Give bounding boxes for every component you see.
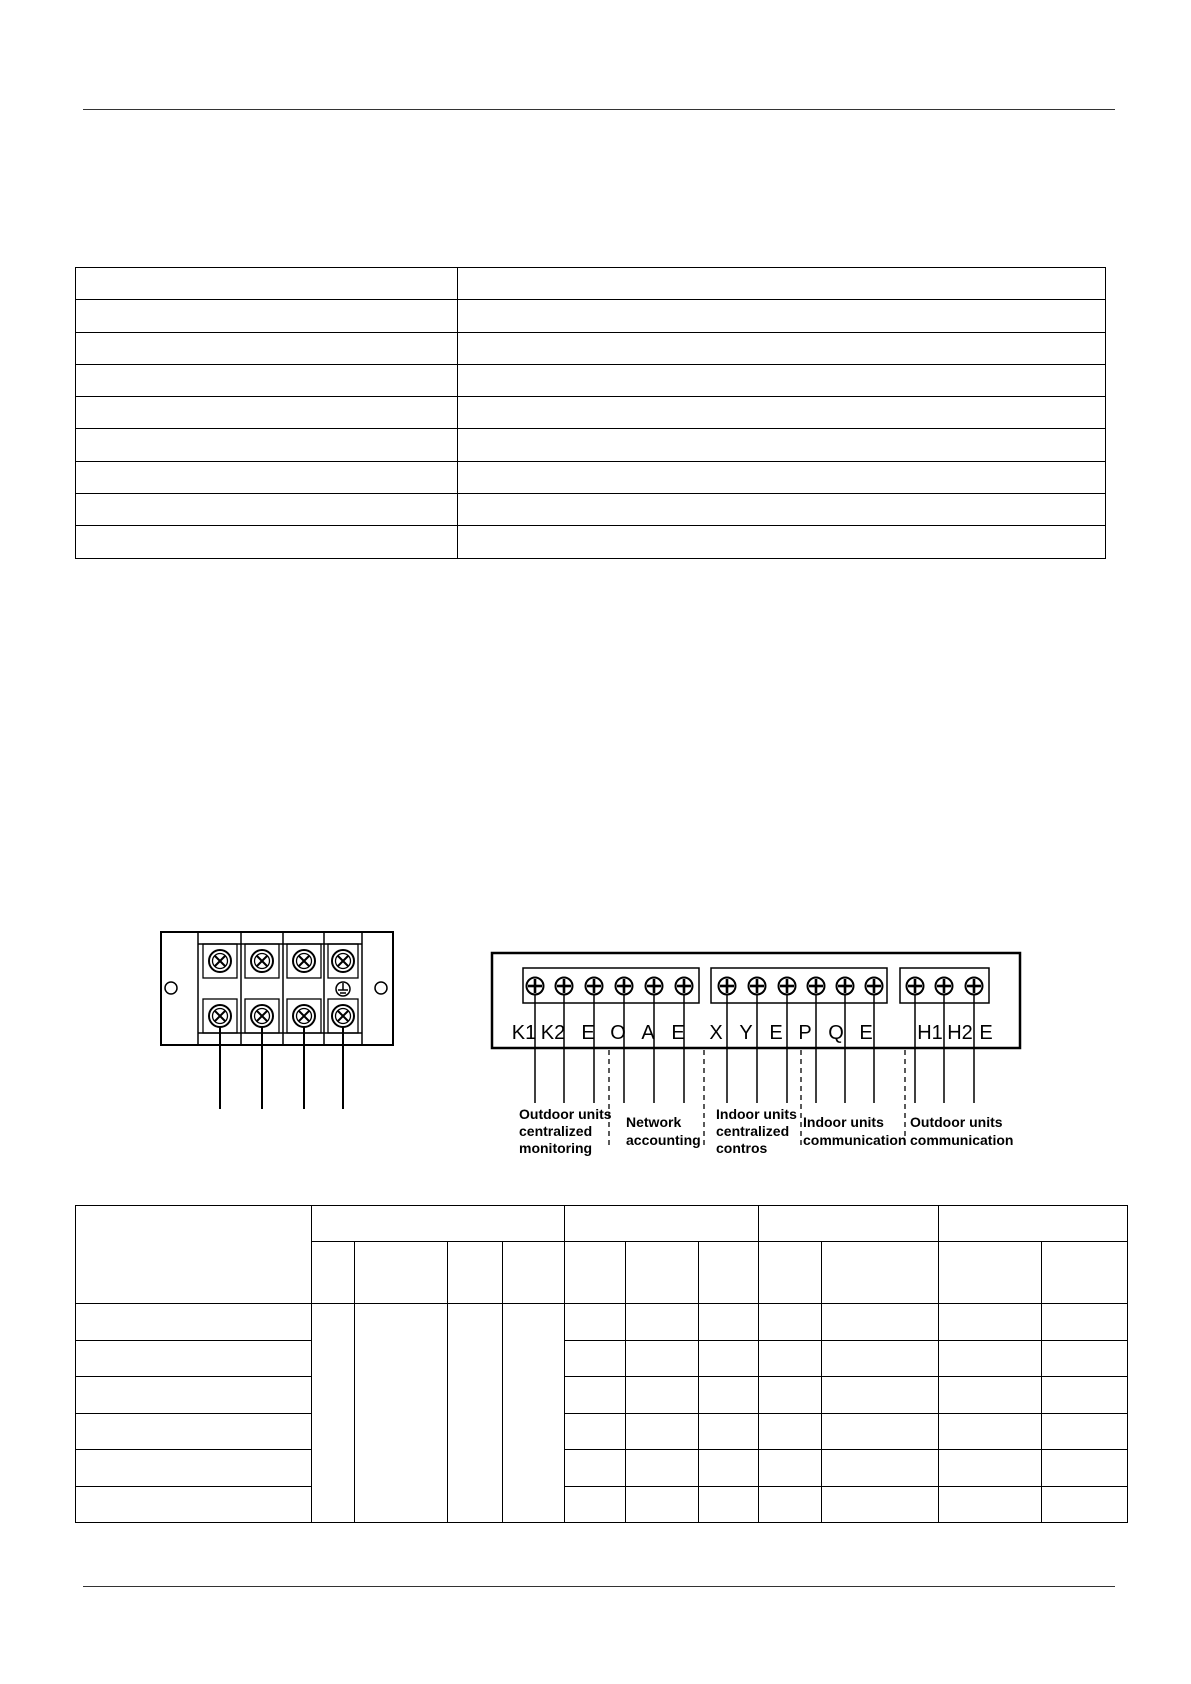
table-cell xyxy=(939,1340,1042,1377)
screw-icon xyxy=(293,1005,315,1027)
table-header-cell xyxy=(312,1242,355,1304)
table-cell xyxy=(822,1450,939,1487)
terminal-label: A xyxy=(641,1022,655,1044)
terminal-strip xyxy=(711,968,887,1003)
table-header-cell xyxy=(76,1206,312,1304)
table-cell xyxy=(76,1413,312,1450)
table-cell xyxy=(759,1450,822,1487)
terminal-label: E xyxy=(671,1022,685,1044)
table-cell xyxy=(626,1340,699,1377)
screw-icon xyxy=(936,978,953,995)
table-row xyxy=(76,1304,1128,1341)
table-cell xyxy=(565,1377,626,1414)
group-label-indoor-communication: Indoor units communication xyxy=(803,1114,907,1148)
table-cell xyxy=(939,1486,1042,1523)
terminal-strip xyxy=(523,968,699,1003)
terminal-label: E xyxy=(769,1022,783,1044)
table-header-cell xyxy=(939,1242,1042,1304)
terminal-label: H2 xyxy=(947,1022,973,1044)
table-cell xyxy=(1042,1450,1128,1487)
table-header-cell xyxy=(939,1206,1128,1242)
spec-table-bottom xyxy=(75,1205,1128,1523)
table-header-cell xyxy=(565,1242,626,1304)
screw-icon xyxy=(293,950,315,972)
table-cell xyxy=(759,1413,822,1450)
table-header-cell xyxy=(565,1206,759,1242)
table-cell xyxy=(822,1304,939,1341)
screw-icon xyxy=(251,1005,273,1027)
table-cell xyxy=(699,1377,759,1414)
table-row xyxy=(76,1340,1128,1377)
table-cell xyxy=(699,1450,759,1487)
screw-icon xyxy=(837,978,854,995)
screw-icon xyxy=(779,978,796,995)
table-cell xyxy=(626,1377,699,1414)
mount-hole-icon xyxy=(165,982,177,994)
screw-icon xyxy=(646,978,663,995)
screw-icon xyxy=(866,978,883,995)
table-cell xyxy=(565,1304,626,1341)
table-cell xyxy=(759,1304,822,1341)
table-cell xyxy=(939,1377,1042,1414)
screw-icon xyxy=(209,1005,231,1027)
table-cell xyxy=(626,1304,699,1341)
table-cell xyxy=(1042,1340,1128,1377)
table-cell xyxy=(759,1377,822,1414)
table-header-cell xyxy=(448,1242,503,1304)
table-cell xyxy=(699,1486,759,1523)
table-row xyxy=(76,1413,1128,1450)
table-header-row xyxy=(76,1206,1128,1242)
terminal-label: E xyxy=(979,1022,993,1044)
terminal-label: E xyxy=(581,1022,595,1044)
table-header-cell xyxy=(312,1206,565,1242)
table-cell xyxy=(822,1413,939,1450)
screw-icon xyxy=(527,978,544,995)
table-cell xyxy=(1042,1486,1128,1523)
table-cell xyxy=(699,1340,759,1377)
table-cell xyxy=(76,1450,312,1487)
screw-icon xyxy=(966,978,983,995)
table-cell xyxy=(699,1413,759,1450)
table-row xyxy=(76,1450,1128,1487)
table-cell xyxy=(76,1486,312,1523)
table-header-cell xyxy=(822,1242,939,1304)
screw-icon xyxy=(808,978,825,995)
terminal-label: Q xyxy=(828,1022,844,1044)
table-cell xyxy=(699,1304,759,1341)
table-cell xyxy=(565,1340,626,1377)
table-header-cell xyxy=(626,1242,699,1304)
terminal-label: K2 xyxy=(540,1022,566,1044)
table-cell xyxy=(503,1304,565,1523)
screw-icon xyxy=(209,950,231,972)
screw-icon xyxy=(332,1005,354,1027)
screw-icon xyxy=(251,950,273,972)
terminal-label: H1 xyxy=(917,1022,943,1044)
table-header-cell xyxy=(355,1242,448,1304)
table-cell xyxy=(565,1486,626,1523)
table-header-cell xyxy=(503,1242,565,1304)
table-cell xyxy=(312,1304,355,1523)
screw-icon xyxy=(556,978,573,995)
table-cell xyxy=(626,1413,699,1450)
group-label-outdoor-monitoring: Outdoor units centralized monitoring xyxy=(519,1106,612,1156)
table-header-cell xyxy=(759,1206,939,1242)
footer-rule xyxy=(83,1586,1115,1587)
table-cell xyxy=(1042,1304,1128,1341)
table-cell xyxy=(759,1340,822,1377)
terminal-label: X xyxy=(709,1022,723,1044)
terminal-label: P xyxy=(798,1022,812,1044)
table-cell xyxy=(448,1304,503,1523)
table-cell xyxy=(565,1450,626,1487)
table-header-cell xyxy=(759,1242,822,1304)
table-cell xyxy=(1042,1413,1128,1450)
table-cell xyxy=(939,1450,1042,1487)
terminal-label: Y xyxy=(739,1022,753,1044)
terminal-label: E xyxy=(859,1022,873,1044)
screw-icon xyxy=(676,978,693,995)
table-cell xyxy=(626,1486,699,1523)
comm-terminal-block xyxy=(492,953,1020,1156)
table-header-cell xyxy=(699,1242,759,1304)
table-cell xyxy=(355,1304,448,1523)
ground-icon xyxy=(336,982,350,996)
power-terminal-block xyxy=(161,932,393,1109)
table-cell xyxy=(822,1340,939,1377)
group-label-network-accounting: Network accounting xyxy=(626,1114,701,1148)
terminal-label: O xyxy=(610,1022,626,1044)
table-row xyxy=(76,1377,1128,1414)
table-row xyxy=(76,1486,1128,1523)
table-cell xyxy=(76,1377,312,1414)
screw-icon xyxy=(719,978,736,995)
table-cell xyxy=(822,1486,939,1523)
table-cell xyxy=(939,1413,1042,1450)
table-cell xyxy=(76,1304,312,1341)
screw-icon xyxy=(586,978,603,995)
table-cell xyxy=(626,1450,699,1487)
table-cell xyxy=(822,1377,939,1414)
table-cell xyxy=(939,1304,1042,1341)
screw-icon xyxy=(332,950,354,972)
table-header-cell xyxy=(1042,1242,1128,1304)
mount-hole-icon xyxy=(375,982,387,994)
group-label-indoor-centralized: Indoor units centralized contros xyxy=(716,1106,797,1156)
table-cell xyxy=(76,1340,312,1377)
table-cell xyxy=(1042,1377,1128,1414)
terminal-label: K1 xyxy=(511,1022,537,1044)
screw-icon xyxy=(749,978,766,995)
table-cell xyxy=(565,1413,626,1450)
table-cell xyxy=(759,1486,822,1523)
group-label-outdoor-communication: Outdoor units communication xyxy=(910,1114,1014,1148)
screw-icon xyxy=(616,978,633,995)
screw-icon xyxy=(907,978,924,995)
